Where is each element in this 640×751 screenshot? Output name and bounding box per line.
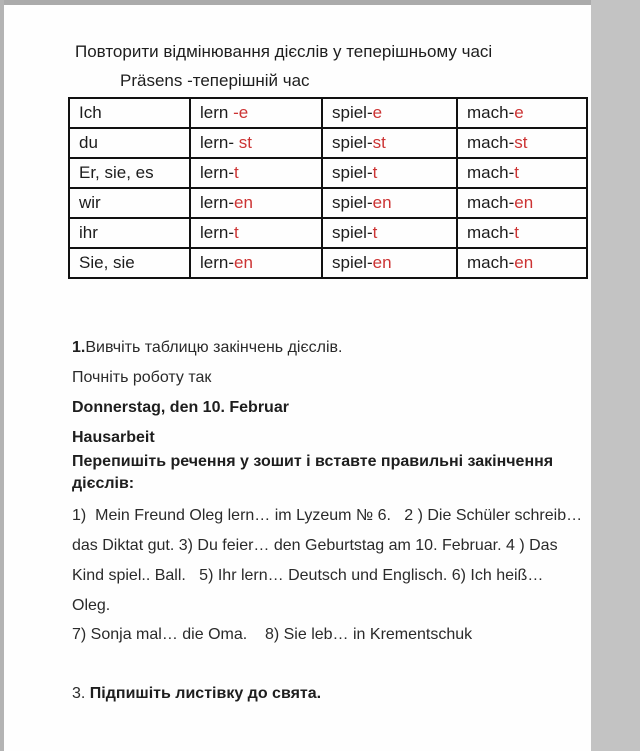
verb-cell [190, 248, 322, 278]
verb-ending: e [372, 103, 383, 122]
verb-ending: t [514, 163, 519, 182]
verb-stem: spiel- [332, 193, 373, 212]
verb-cell [457, 98, 587, 128]
pronoun-cell: wir [69, 188, 190, 218]
page-title: Повторити відмінювання дієслів у теперішньому часі [75, 42, 493, 61]
pronoun-cell: Sie, sie [69, 248, 190, 278]
verb-cell [322, 158, 457, 188]
verb-stem: mach- [467, 133, 515, 152]
hausarbeit-heading: Hausarbeit [72, 429, 155, 446]
verb-ending: st [238, 133, 252, 152]
verb-ending: en [234, 253, 253, 272]
verb-ending: en [514, 253, 534, 272]
verb-stem: spiel- [332, 133, 373, 152]
verb-cell [322, 188, 457, 218]
date-heading: Donnerstag, den 10. Februar [72, 399, 289, 416]
verb-stem: lern- [200, 223, 235, 242]
verb-ending: t [234, 163, 239, 182]
verb-stem: spiel- [332, 163, 373, 182]
task-instruction-line-2: дієслів: [72, 475, 135, 492]
verb-stem: mach- [467, 103, 515, 122]
verb-cell [322, 128, 457, 158]
pronoun-cell: Er, sie, es [69, 158, 190, 188]
verb-ending: e [514, 103, 524, 122]
verb-ending: -e [233, 103, 249, 122]
verb-stem: lern- [200, 253, 235, 272]
verb-stem: mach- [467, 193, 515, 212]
item-number: 1. [72, 339, 86, 356]
verb-cell [322, 218, 457, 248]
verb-cell [190, 128, 322, 158]
table-row [69, 188, 587, 218]
verb-stem: mach- [467, 253, 515, 272]
table-row [69, 248, 587, 278]
verb-stem: spiel- [332, 253, 373, 272]
pronoun-cell: ihr [69, 218, 190, 248]
verb-ending: en [234, 193, 253, 212]
verb-cell [457, 248, 587, 278]
table-row [69, 128, 587, 158]
verb-ending: t [372, 223, 378, 242]
verb-cell [457, 128, 587, 158]
verb-ending: en [372, 193, 392, 212]
verb-cell [457, 158, 587, 188]
instruction-item-2: Почніть роботу так [72, 369, 212, 386]
page-subtitle: Präsens -теперішній час [120, 71, 310, 90]
verb-cell [190, 98, 322, 128]
verb-stem: spiel- [332, 223, 373, 242]
item-text: Вивчіть таблицю закінчень дієслів. [85, 339, 343, 356]
task-3-number: 3. [72, 685, 90, 702]
table-row [69, 158, 587, 188]
verb-ending: t [372, 163, 378, 182]
verb-stem: lern- [200, 193, 235, 212]
verb-cell [190, 158, 322, 188]
verb-ending: en [372, 253, 392, 272]
table-row [69, 218, 587, 248]
verb-stem: lern- [200, 133, 239, 152]
verb-ending: en [514, 193, 534, 212]
verb-cell [457, 218, 587, 248]
exercise-line-3: Kind spiel.. Ball. 5) Ihr lern… Deutsch und Englisch. 6) Ich heiß… [72, 567, 544, 584]
task-3-text: Підпишіть листівку до свята. [89, 685, 322, 702]
verb-ending: t [234, 223, 239, 242]
verb-cell [190, 188, 322, 218]
verb-ending: t [514, 223, 519, 242]
exercise-line-2: das Diktat gut. 3) Du feier… den Geburtstag am 10. Februar. 4 ) Das [72, 537, 558, 554]
verb-stem: lern- [200, 163, 235, 182]
task-3-heading [72, 685, 321, 703]
task-instruction-line-1: Перепишіть речення у зошит і вставте правильні закінчення [72, 453, 554, 470]
verb-cell [457, 188, 587, 218]
verb-conjugation-table [68, 97, 588, 279]
verb-stem: spiel- [332, 103, 373, 122]
exercise-line-1: 1) Mein Freund Oleg lern… im Lyzeum № 6. 2 ) Die Schüler schreib… [72, 507, 583, 524]
table-row [69, 98, 587, 128]
frame-right-band [591, 0, 640, 751]
exercise-line-7-8: 7) Sonja mal… die Oma. 8) Sie leb… in Krementschuk [72, 626, 473, 643]
verb-stem: lern [200, 103, 234, 122]
pronoun-cell: Ich [69, 98, 190, 128]
verb-ending: st [372, 133, 386, 152]
verb-ending: st [514, 133, 528, 152]
exercise-line-4: Oleg. [72, 597, 111, 614]
pronoun-cell: du [69, 128, 190, 158]
verb-cell [190, 218, 322, 248]
instruction-item-1 [72, 339, 342, 357]
document-page [4, 5, 591, 751]
verb-cell [322, 248, 457, 278]
verb-cell [322, 98, 457, 128]
verb-stem: mach- [467, 163, 515, 182]
verb-stem: mach- [467, 223, 515, 242]
